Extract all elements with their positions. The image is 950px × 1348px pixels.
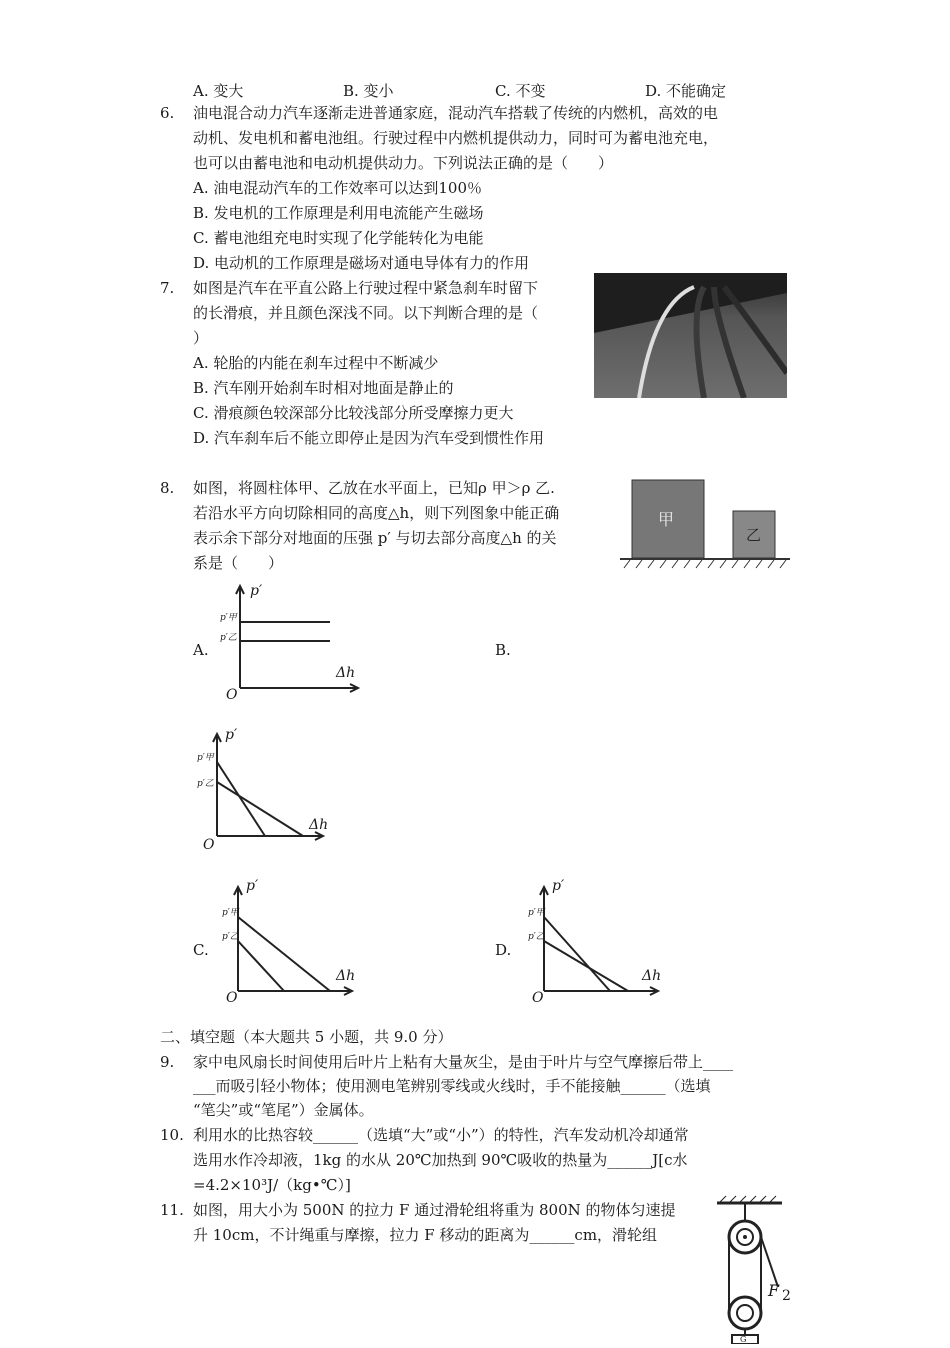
q9-line-2: ___而吸引轻小物体；使用测电笔辨别零线或火线时，手不能接触______（选填 bbox=[193, 1077, 711, 1095]
q5-option-a: A. 变大 bbox=[193, 82, 244, 100]
q8-option-c-label: C. bbox=[193, 941, 209, 959]
q6-line-1: 油电混合动力汽车逐渐走进普通家庭，混动汽车搭载了传统的内燃机，高效的电 bbox=[193, 104, 719, 122]
graph-c-pyi: p′乙 bbox=[222, 932, 239, 942]
q10-line-1: 利用水的比热容较______（选填“大”或“小”）的特性，汽车发动机冷却通常 bbox=[193, 1126, 689, 1144]
q8-graph-d bbox=[528, 875, 678, 1005]
q6-option-b: B. 发电机的工作原理是利用电流能产生磁场 bbox=[193, 204, 484, 222]
q8-line-1: 如图，将圆柱体甲、乙放在水平面上，已知ρ 甲＞ρ 乙. bbox=[193, 479, 555, 497]
q11-line-2: 升 10cm，不计绳重与摩擦，拉力 F 移动的距离为______cm，滑轮组 bbox=[193, 1226, 658, 1244]
graph-d-pjia: p′甲 bbox=[528, 908, 545, 918]
q5-option-c: C. 不变 bbox=[495, 82, 546, 100]
q7-line-3: ） bbox=[193, 329, 209, 347]
q8-graph-a bbox=[218, 578, 368, 703]
q8-blocks-figure bbox=[620, 478, 790, 570]
q8-graph-b bbox=[195, 724, 345, 854]
q5-option-b: B. 变小 bbox=[343, 82, 394, 100]
q7-line-1: 如图是汽车在平直公路上行驶过程中紧急刹车时留下 bbox=[193, 279, 539, 297]
q10-line-2: 选用水作冷却液，1kg 的水从 20℃加热到 90℃吸收的热量为______J[c水 bbox=[193, 1151, 688, 1169]
graph-d-origin: O bbox=[532, 990, 544, 1006]
graph-d-dh-axis: Δh bbox=[642, 968, 662, 984]
q7-number: 7. bbox=[160, 279, 175, 297]
q6-option-c: C. 蓄电池组充电时实现了化学能转化为电能 bbox=[193, 229, 484, 247]
graph-c-origin: O bbox=[226, 990, 238, 1006]
pulley-figure bbox=[712, 1195, 802, 1344]
graph-b-origin: O bbox=[203, 837, 215, 853]
q5-options bbox=[193, 80, 793, 98]
graph-d-p-axis: p′ bbox=[552, 878, 565, 894]
q9-number: 9. bbox=[160, 1053, 175, 1071]
graph-a-pyi: p′乙 bbox=[220, 633, 237, 643]
q7-option-c: C. 滑痕颜色较深部分比较浅部分所受摩擦力更大 bbox=[193, 404, 514, 422]
pulley-force-label: F bbox=[768, 1281, 780, 1300]
q5-option-d: D. 不能确定 bbox=[645, 82, 727, 100]
graph-a-dh-axis: Δh bbox=[336, 665, 356, 681]
q6-option-a: A. 油电混动汽车的工作效率可以达到100％ bbox=[193, 179, 483, 197]
q7-option-d: D. 汽车刹车后不能立即停止是因为汽车受到惯性作用 bbox=[193, 429, 545, 447]
block-jia-label: 甲 bbox=[658, 510, 675, 529]
skid-marks-photo bbox=[594, 273, 787, 398]
graph-c-pjia: p′甲 bbox=[222, 908, 239, 918]
q6-line-3: 也可以由蓄电池和电动机提供动力。下列说法正确的是（ ） bbox=[193, 154, 614, 172]
q8-option-a-label: A. bbox=[193, 641, 209, 659]
graph-c-dh-axis: Δh bbox=[336, 968, 356, 984]
graph-a-origin: O bbox=[226, 687, 238, 703]
q8-number: 8. bbox=[160, 479, 175, 497]
graph-a-p-axis: p′ bbox=[250, 583, 263, 599]
q6-number: 6. bbox=[160, 104, 175, 122]
q7-option-b: B. 汽车刚开始刹车时相对地面是静止的 bbox=[193, 379, 454, 397]
q7-option-a: A. 轮胎的内能在刹车过程中不断减少 bbox=[193, 354, 439, 372]
q11-number: 11. bbox=[160, 1201, 184, 1219]
graph-b-pyi: p′乙 bbox=[197, 779, 214, 789]
q6-option-d: D. 电动机的工作原理是磁场对通电导体有力的作用 bbox=[193, 254, 530, 272]
block-yi-label: 乙 bbox=[746, 526, 762, 544]
q8-line-2: 若沿水平方向切除相同的高度△h，则下列图象中能正确 bbox=[193, 504, 560, 522]
q8-option-b-label: B. bbox=[495, 641, 511, 659]
q11-line-1: 如图，用大小为 500N 的拉力 F 通过滑轮组将重为 800N 的物体匀速提 bbox=[193, 1201, 676, 1219]
graph-d-pyi: p′乙 bbox=[528, 932, 545, 942]
q8-graph-c bbox=[222, 875, 372, 1005]
q8-line-4: 系是（ ） bbox=[193, 554, 284, 572]
pulley-weight-label: G bbox=[740, 1335, 747, 1344]
q10-line-3: =4.2×10³J/（kg•℃）] bbox=[193, 1176, 351, 1194]
q8-option-d-label: D. bbox=[495, 941, 512, 959]
q9-line-3: “笔尖”或“笔尾”）金属体。 bbox=[193, 1101, 374, 1119]
q6-line-2: 动机、发电机和蓄电池组。行驶过程中内燃机提供动力，同时可为蓄电池充电， bbox=[193, 129, 719, 147]
section-2-title: 二、填空题（本大题共 5 小题，共 9.0 分） bbox=[160, 1028, 453, 1046]
q8-line-3: 表示余下部分对地面的压强 p′ 与切去部分高度△h 的关 bbox=[193, 529, 557, 547]
graph-a-pjia: p′甲 bbox=[220, 613, 237, 623]
graph-b-pjia: p′甲 bbox=[197, 753, 214, 763]
page-number: 2 bbox=[782, 1288, 791, 1304]
q10-number: 10. bbox=[160, 1126, 184, 1144]
graph-b-p-axis: p′ bbox=[225, 727, 238, 743]
q7-line-2: 的长滑痕，并且颜色深浅不同。以下判断合理的是（ bbox=[193, 304, 539, 322]
graph-b-dh-axis: Δh bbox=[309, 817, 329, 833]
q9-line-1: 家中电风扇长时间使用后叶片上粘有大量灰尘，是由于叶片与空气摩擦后带上____ bbox=[193, 1053, 734, 1071]
graph-c-p-axis: p′ bbox=[246, 878, 259, 894]
